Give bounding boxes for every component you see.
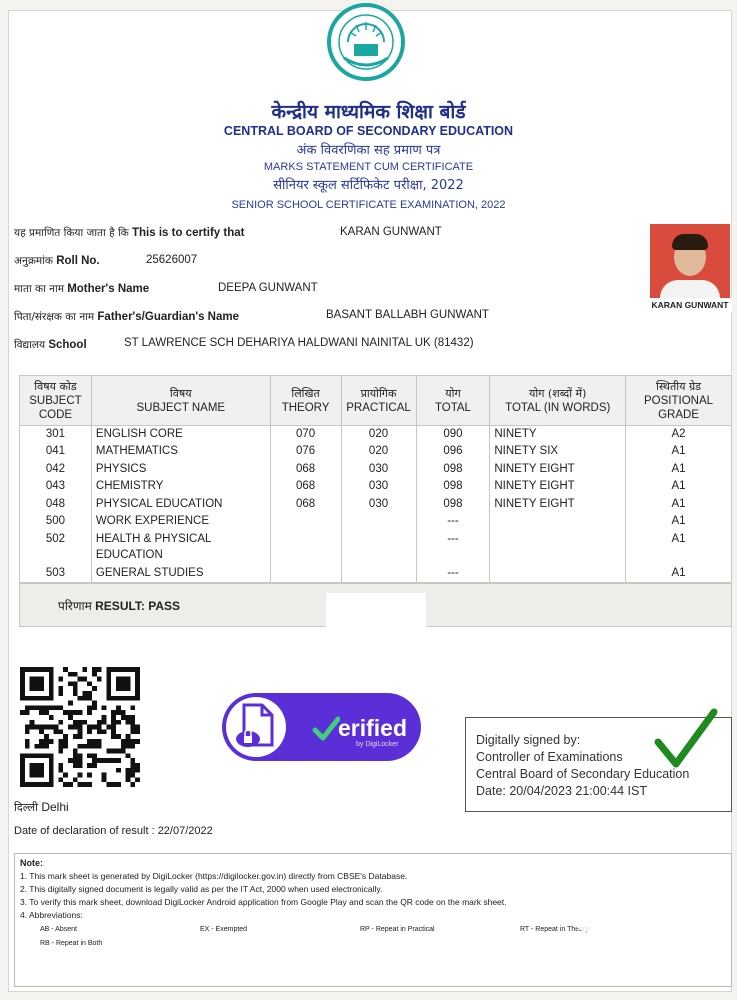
header-subject-name: विषय SUBJECT NAME bbox=[91, 376, 270, 426]
total-in-words bbox=[490, 565, 626, 583]
verified-check-icon bbox=[312, 716, 340, 742]
theory-marks: 068 bbox=[270, 461, 341, 479]
exam-title-english: SENIOR SCHOOL CERTIFICATE EXAMINATION, 2022 bbox=[231, 199, 506, 211]
subject-code: 502 bbox=[20, 531, 92, 565]
marks-statement-english: MARKS STATEMENT CUM CERTIFICATE bbox=[263, 161, 474, 173]
subject-code: 041 bbox=[20, 443, 92, 461]
subject-name: PHYSICS bbox=[91, 461, 270, 479]
olx-country-text: INDIA bbox=[660, 939, 682, 948]
total-in-words bbox=[490, 513, 626, 531]
mother-name: DEEPA GUNWANT bbox=[218, 282, 318, 294]
subject-name: WORK EXPERIENCE bbox=[91, 513, 270, 531]
positional-grade: A1 bbox=[626, 513, 732, 531]
certify-label-hindi: यह प्रमाणित किया जाता है कि bbox=[14, 227, 129, 239]
subject-name: PHYSICAL EDUCATION bbox=[91, 496, 270, 514]
note-line: 3. To verify this mark sheet, download DigiLocker Android application from Google Play and scan the QR code on the mark sheet. bbox=[20, 897, 507, 907]
positional-grade: A1 bbox=[626, 565, 732, 583]
photo-caption: KARAN GUNWANT bbox=[648, 298, 732, 312]
place bbox=[14, 800, 69, 815]
result-label-hindi: परिणाम bbox=[58, 599, 92, 613]
subject-name: MATHEMATICS bbox=[91, 443, 270, 461]
abbreviation: RT - Repeat in Theory bbox=[520, 926, 589, 933]
table-row bbox=[20, 426, 732, 444]
subject-code: 301 bbox=[20, 426, 92, 444]
result-text bbox=[58, 597, 180, 614]
positional-grade: A1 bbox=[626, 531, 732, 565]
header-total-words: योग (शब्दों में) TOTAL (IN WORDS) bbox=[490, 376, 626, 426]
signature-line-3: Central Board of Secondary Education bbox=[476, 767, 690, 781]
green-check-icon bbox=[652, 708, 718, 770]
theory-marks bbox=[270, 565, 341, 583]
subject-code: 500 bbox=[20, 513, 92, 531]
note-line: 1. This mark sheet is generated by DigiLocker (https://digilocker.gov.in) directly from CBSE's Database. bbox=[20, 871, 408, 881]
total-in-words: NINETY EIGHT bbox=[490, 496, 626, 514]
practical-marks: 020 bbox=[341, 443, 416, 461]
positional-grade: A1 bbox=[626, 496, 732, 514]
verified-subtext: by DigiLocker bbox=[356, 741, 399, 748]
subject-name: CHEMISTRY bbox=[91, 478, 270, 496]
positional-grade: A1 bbox=[626, 478, 732, 496]
subject-name: HEALTH & PHYSICAL EDUCATION bbox=[91, 531, 270, 565]
declaration-date: Date of declaration of result : 22/07/2022 bbox=[14, 825, 213, 837]
board-name-hindi: केन्द्रीय माध्यमिक शिक्षा बोर्ड bbox=[271, 101, 466, 123]
father-name: BASANT BALLABH GUNWANT bbox=[326, 309, 489, 321]
abbreviation: RB - Repeat in Both bbox=[40, 940, 103, 947]
total-in-words: NINETY EIGHT bbox=[490, 478, 626, 496]
table-row bbox=[20, 443, 732, 461]
header-total: योग TOTAL bbox=[416, 376, 490, 426]
olx-watermark-icon bbox=[560, 880, 720, 950]
theory-marks: 068 bbox=[270, 478, 341, 496]
practical-marks: 030 bbox=[341, 478, 416, 496]
signature-line-2: Controller of Examinations bbox=[476, 750, 623, 764]
subject-name: ENGLISH CORE bbox=[91, 426, 270, 444]
abbreviation: AB - Absent bbox=[40, 926, 77, 933]
practical-marks: 020 bbox=[341, 426, 416, 444]
qr-code-icon bbox=[20, 667, 140, 787]
result-label-english: RESULT: PASS bbox=[95, 599, 181, 613]
total-in-words: NINETY SIX bbox=[490, 443, 626, 461]
table-row bbox=[20, 565, 732, 583]
total-in-words: NINETY EIGHT bbox=[490, 461, 626, 479]
header-theory: लिखित THEORY bbox=[270, 376, 341, 426]
table-row bbox=[20, 513, 732, 531]
total-marks: 096 bbox=[416, 443, 490, 461]
father-label-hindi: पिता/संरक्षक का नाम bbox=[14, 311, 95, 323]
total-marks: 098 bbox=[416, 478, 490, 496]
signature-line-1: Digitally signed by: bbox=[476, 733, 581, 747]
subject-code: 043 bbox=[20, 478, 92, 496]
theory-marks: 070 bbox=[270, 426, 341, 444]
school-label-hindi: विद्यालय bbox=[14, 339, 46, 351]
place-hindi: दिल्ली bbox=[14, 801, 38, 814]
certify-label-english: This is to certify that bbox=[132, 227, 245, 239]
abbreviation: EX - Exempted bbox=[200, 926, 248, 933]
signature-line-4: Date: 20/04/2023 21:00:44 IST bbox=[476, 784, 647, 798]
theory-marks: 068 bbox=[270, 496, 341, 514]
theory-marks bbox=[270, 531, 341, 565]
theory-marks bbox=[270, 513, 341, 531]
roll-number: 25626007 bbox=[146, 254, 198, 266]
subject-code: 048 bbox=[20, 496, 92, 514]
blank-patch bbox=[612, 330, 724, 364]
subject-name: GENERAL STUDIES bbox=[91, 565, 270, 583]
document-lock-icon bbox=[234, 703, 278, 751]
practical-marks: 030 bbox=[341, 461, 416, 479]
mother-row bbox=[14, 282, 149, 296]
school-label-english: School bbox=[48, 339, 87, 351]
header-subject-code: विषय कोड SUBJECT CODE bbox=[20, 376, 92, 426]
blank-patch bbox=[50, 58, 128, 88]
total-marks: 090 bbox=[416, 426, 490, 444]
total-marks: --- bbox=[416, 513, 490, 531]
subject-code: 042 bbox=[20, 461, 92, 479]
board-name-english: CENTRAL BOARD OF SECONDARY EDUCATION bbox=[223, 124, 514, 138]
student-name: KARAN GUNWANT bbox=[340, 226, 442, 238]
practical-marks bbox=[341, 513, 416, 531]
total-in-words bbox=[490, 531, 626, 565]
note-line: 2. This digitally signed document is legally valid as per the IT Act, 2000 when used electronically. bbox=[20, 884, 383, 894]
table-row bbox=[20, 461, 732, 479]
mother-label-english: Mother's Name bbox=[67, 283, 150, 295]
mother-label-hindi: माता का नाम bbox=[14, 283, 64, 295]
table-row bbox=[20, 478, 732, 496]
total-in-words: NINETY bbox=[490, 426, 626, 444]
subject-code: 503 bbox=[20, 565, 92, 583]
positional-grade: A1 bbox=[626, 443, 732, 461]
certify-row bbox=[14, 226, 244, 240]
blank-patch bbox=[326, 593, 426, 627]
father-row bbox=[14, 310, 239, 324]
practical-marks: 030 bbox=[341, 496, 416, 514]
total-marks: 098 bbox=[416, 461, 490, 479]
father-label-english: Father's/Guardian's Name bbox=[97, 311, 240, 323]
table-row bbox=[20, 531, 732, 565]
abbreviation: RP - Repeat in Practical bbox=[360, 926, 435, 933]
total-marks: --- bbox=[416, 531, 490, 565]
place-english: Delhi bbox=[41, 800, 69, 814]
positional-grade: A2 bbox=[626, 426, 732, 444]
marks-table bbox=[19, 375, 732, 583]
marks-statement-hindi: अंक विवरणिका सह प्रमाण पत्र bbox=[296, 143, 441, 158]
roll-label-english: Roll No. bbox=[56, 255, 100, 267]
header-practical: प्रायोगिक PRACTICAL bbox=[341, 376, 416, 426]
roll-label-hindi: अनुक्रमांक bbox=[14, 255, 53, 267]
practical-marks bbox=[341, 531, 416, 565]
verified-text: erified bbox=[338, 715, 408, 741]
school-row bbox=[14, 338, 87, 352]
cbse-logo-icon bbox=[326, 2, 406, 82]
table-row bbox=[20, 496, 732, 514]
roll-row bbox=[14, 254, 100, 268]
exam-title-hindi: सीनियर स्कूल सर्टिफिकेट परीक्षा, 2022 bbox=[273, 178, 464, 193]
table-header-row bbox=[20, 376, 732, 426]
header-positional-grade: स्थितीय ग्रेड POSITIONAL GRADE bbox=[626, 376, 732, 426]
positional-grade: A1 bbox=[626, 461, 732, 479]
total-marks: 098 bbox=[416, 496, 490, 514]
notes-title: Note: bbox=[20, 858, 43, 868]
note-line: 4. Abbreviations: bbox=[20, 910, 83, 920]
school-name: ST LAWRENCE SCH DEHARIYA HALDWANI NAINITAL UK (81432) bbox=[124, 337, 474, 349]
total-marks: --- bbox=[416, 565, 490, 583]
theory-marks: 076 bbox=[270, 443, 341, 461]
practical-marks bbox=[341, 565, 416, 583]
